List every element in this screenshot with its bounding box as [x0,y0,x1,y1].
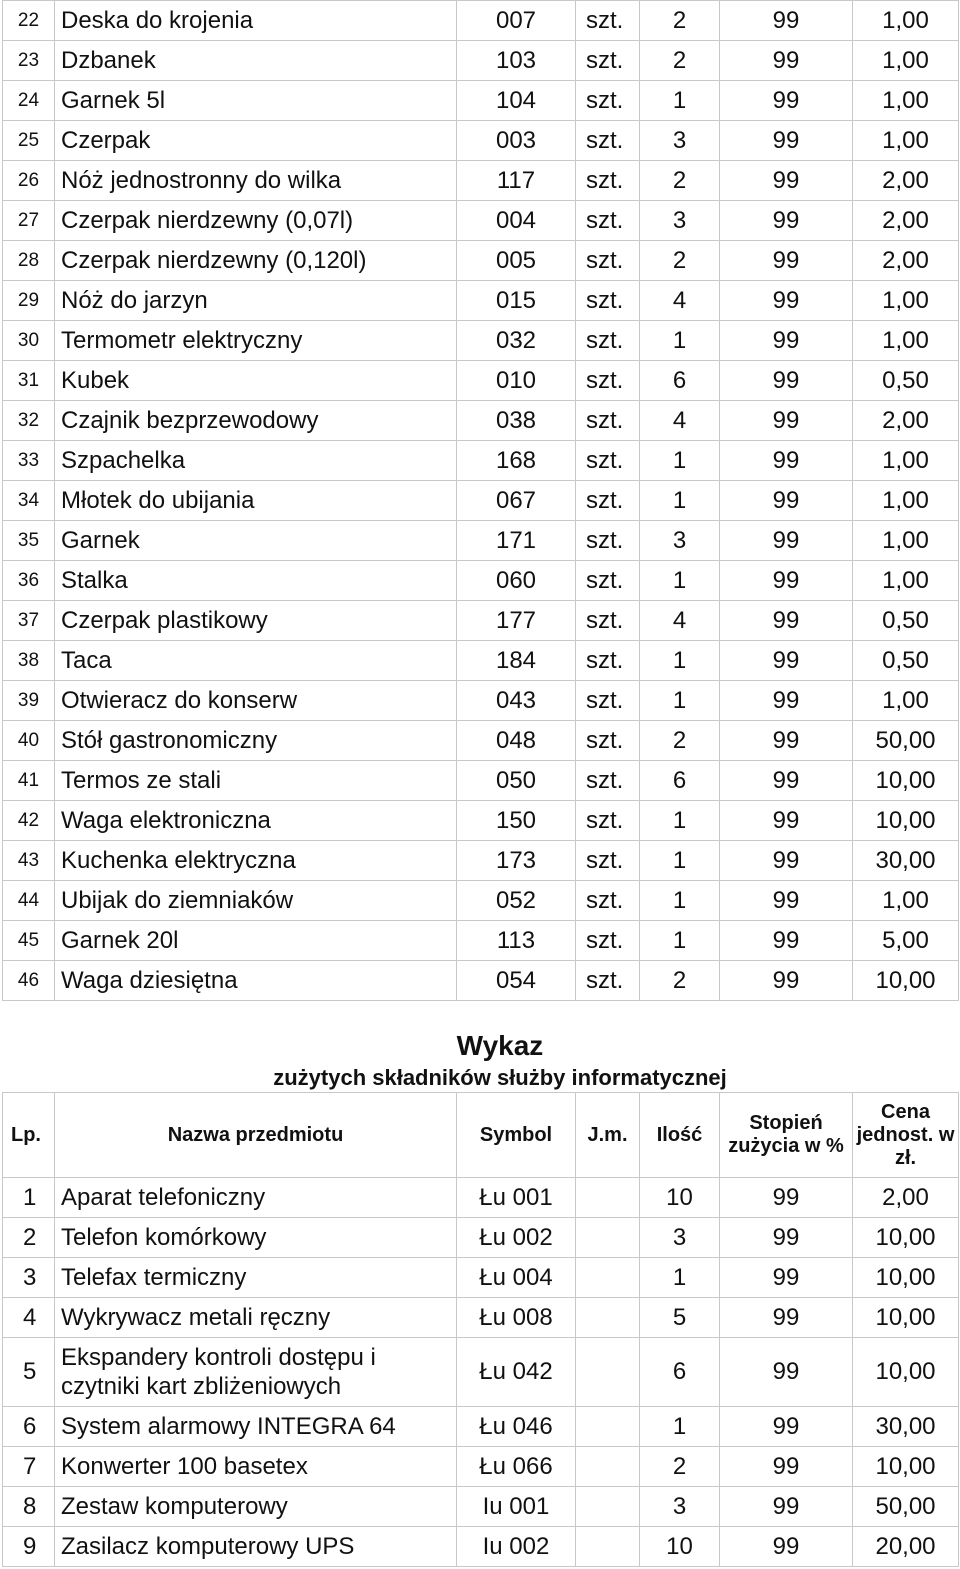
cell-symbol: Łu 046 [457,1407,576,1447]
cell-item-name: Czajnik bezprzewodowy [55,401,457,441]
cell-unit-price: 2,00 [853,201,959,241]
cell-unit-price: 10,00 [853,1218,959,1258]
cell-item-name: Termometr elektryczny [55,321,457,361]
cell-unit-price: 1,00 [853,481,959,521]
cell-item-name: Garnek 5l [55,81,457,121]
cell-unit-price: 1,00 [853,81,959,121]
cell-quantity: 1 [640,881,720,921]
cell-quantity: 1 [640,441,720,481]
cell-unit: szt. [576,201,640,241]
cell-symbol: 113 [457,921,576,961]
cell-lp: 9 [3,1527,55,1567]
cell-wear-percent: 99 [720,721,853,761]
table-row [3,801,959,841]
cell-unit: szt. [576,121,640,161]
cell-unit-price: 0,50 [853,601,959,641]
cell-lp: 2 [3,1218,55,1258]
cell-item-name: Zestaw komputerowy [55,1487,457,1527]
cell-unit: szt. [576,721,640,761]
cell-unit [576,1447,640,1487]
cell-quantity: 1 [640,921,720,961]
cell-wear-percent: 99 [720,521,853,561]
cell-unit: szt. [576,801,640,841]
cell-wear-percent: 99 [720,1527,853,1567]
table-row [3,281,959,321]
cell-item-name: Czerpak nierdzewny (0,07l) [55,201,457,241]
cell-unit: szt. [576,1,640,41]
cell-unit: szt. [576,441,640,481]
cell-lp: 29 [3,281,55,321]
cell-wear-percent: 99 [720,481,853,521]
cell-symbol: 150 [457,801,576,841]
cell-wear-percent: 99 [720,321,853,361]
cell-item-name: Otwieracz do konserw [55,681,457,721]
table-row [3,761,959,801]
cell-unit: szt. [576,761,640,801]
table-row [3,1218,959,1258]
table-row [3,81,959,121]
cell-item-name: System alarmowy INTEGRA 64 [55,1407,457,1447]
cell-wear-percent: 99 [720,81,853,121]
cell-unit [576,1487,640,1527]
cell-unit-price: 1,00 [853,681,959,721]
cell-unit-price: 10,00 [853,1447,959,1487]
cell-quantity: 1 [640,561,720,601]
cell-item-name: Czerpak plastikowy [55,601,457,641]
cell-symbol: 007 [457,1,576,41]
cell-item-name: Deska do krojenia [55,1,457,41]
cell-quantity: 2 [640,1447,720,1487]
cell-symbol: 171 [457,521,576,561]
table-row [3,881,959,921]
cell-unit-price: 50,00 [853,1487,959,1527]
cell-unit-price: 1,00 [853,321,959,361]
cell-lp: 4 [3,1298,55,1338]
cell-unit-price: 2,00 [853,1178,959,1218]
cell-unit: szt. [576,681,640,721]
cell-symbol: 003 [457,121,576,161]
header-jm: J.m. [576,1093,640,1178]
cell-wear-percent: 99 [720,1487,853,1527]
cell-wear-percent: 99 [720,361,853,401]
cell-quantity: 1 [640,641,720,681]
cell-wear-percent: 99 [720,1447,853,1487]
cell-wear-percent: 99 [720,761,853,801]
cell-lp: 45 [3,921,55,961]
table-row [3,1487,959,1527]
cell-quantity: 4 [640,281,720,321]
cell-quantity: 10 [640,1527,720,1567]
table-row [3,441,959,481]
table-row [3,1258,959,1298]
cell-item-name: Taca [55,641,457,681]
table-row [3,921,959,961]
cell-quantity: 4 [640,601,720,641]
cell-unit-price: 10,00 [853,801,959,841]
cell-lp: 24 [3,81,55,121]
cell-quantity: 1 [640,321,720,361]
cell-quantity: 2 [640,241,720,281]
cell-item-name: Telefon komórkowy [55,1218,457,1258]
cell-symbol: 005 [457,241,576,281]
cell-wear-percent: 99 [720,1407,853,1447]
table-row [3,121,959,161]
cell-unit [576,1407,640,1447]
table-row [3,201,959,241]
cell-quantity: 3 [640,521,720,561]
table-row [3,1298,959,1338]
cell-symbol: Łu 042 [457,1338,576,1407]
cell-unit: szt. [576,521,640,561]
header-symbol: Symbol [457,1093,576,1178]
cell-lp: 43 [3,841,55,881]
cell-item-name: Wykrywacz metali ręczny [55,1298,457,1338]
cell-quantity: 3 [640,1487,720,1527]
cell-item-name: Młotek do ubijania [55,481,457,521]
cell-item-name: Kubek [55,361,457,401]
cell-wear-percent: 99 [720,241,853,281]
table-row [3,481,959,521]
cell-wear-percent: 99 [720,161,853,201]
cell-unit: szt. [576,881,640,921]
cell-lp: 40 [3,721,55,761]
cell-wear-percent: 99 [720,681,853,721]
cell-item-name: Ubijak do ziemniaków [55,881,457,921]
cell-wear-percent: 99 [720,881,853,921]
cell-quantity: 2 [640,161,720,201]
cell-unit-price: 1,00 [853,281,959,321]
cell-item-name: Konwerter 100 basetex [55,1447,457,1487]
cell-symbol: 117 [457,161,576,201]
cell-item-name: Aparat telefoniczny [55,1178,457,1218]
cell-unit-price: 10,00 [853,961,959,1001]
cell-wear-percent: 99 [720,601,853,641]
cell-item-name: Nóż do jarzyn [55,281,457,321]
cell-symbol: Iu 001 [457,1487,576,1527]
cell-symbol: 032 [457,321,576,361]
cell-symbol: 184 [457,641,576,681]
cell-lp: 3 [3,1258,55,1298]
cell-lp: 46 [3,961,55,1001]
cell-unit [576,1298,640,1338]
cell-symbol: 038 [457,401,576,441]
cell-lp: 28 [3,241,55,281]
cell-unit-price: 1,00 [853,561,959,601]
cell-unit-price: 50,00 [853,721,959,761]
cell-symbol: 054 [457,961,576,1001]
cell-wear-percent: 99 [720,1218,853,1258]
table-row [3,241,959,281]
table-row [3,521,959,561]
cell-wear-percent: 99 [720,801,853,841]
cell-quantity: 1 [640,481,720,521]
cell-lp: 22 [3,1,55,41]
cell-item-name: Zasilacz komputerowy UPS [55,1527,457,1567]
cell-quantity: 4 [640,401,720,441]
cell-wear-percent: 99 [720,41,853,81]
cell-unit: szt. [576,841,640,881]
cell-symbol: Łu 066 [457,1447,576,1487]
cell-quantity: 2 [640,961,720,1001]
cell-unit-price: 2,00 [853,241,959,281]
cell-lp: 39 [3,681,55,721]
cell-unit: szt. [576,921,640,961]
cell-symbol: Iu 002 [457,1527,576,1567]
cell-unit: szt. [576,401,640,441]
cell-symbol: Łu 008 [457,1298,576,1338]
cell-wear-percent: 99 [720,1338,853,1407]
cell-quantity: 1 [640,1258,720,1298]
cell-symbol: Łu 002 [457,1218,576,1258]
cell-symbol: 173 [457,841,576,881]
cell-item-name: Telefax termiczny [55,1258,457,1298]
cell-lp: 7 [3,1447,55,1487]
cell-unit: szt. [576,241,640,281]
cell-item-name: Waga dziesiętna [55,961,457,1001]
cell-lp: 1 [3,1178,55,1218]
table-row [3,41,959,81]
cell-item-name: Ekspandery kontroli dostępu i czytniki kart zbliżeniowych [55,1338,457,1407]
cell-unit-price: 1,00 [853,1,959,41]
header-name: Nazwa przedmiotu [55,1093,457,1178]
cell-quantity: 6 [640,1338,720,1407]
cell-quantity: 10 [640,1178,720,1218]
cell-lp: 38 [3,641,55,681]
cell-wear-percent: 99 [720,1298,853,1338]
cell-unit-price: 1,00 [853,521,959,561]
cell-unit: szt. [576,81,640,121]
cell-quantity: 1 [640,81,720,121]
cell-item-name: Czerpak nierdzewny (0,120l) [55,241,457,281]
cell-unit: szt. [576,641,640,681]
cell-unit [576,1178,640,1218]
cell-quantity: 2 [640,721,720,761]
cell-item-name: Garnek [55,521,457,561]
cell-symbol: 177 [457,601,576,641]
cell-symbol: 104 [457,81,576,121]
table-row [3,1527,959,1567]
cell-item-name: Czerpak [55,121,457,161]
table-row [3,641,959,681]
cell-quantity: 1 [640,841,720,881]
cell-symbol: Łu 004 [457,1258,576,1298]
cell-wear-percent: 99 [720,561,853,601]
cell-lp: 27 [3,201,55,241]
cell-unit-price: 30,00 [853,1407,959,1447]
cell-symbol: 048 [457,721,576,761]
cell-quantity: 6 [640,361,720,401]
table-row [3,321,959,361]
table-header-row [3,1093,959,1178]
cell-item-name: Termos ze stali [55,761,457,801]
page-subtitle: zużytych składników służby informatycznej [273,1065,727,1090]
cell-item-name: Waga elektroniczna [55,801,457,841]
it-components-table [2,1092,959,1567]
cell-item-name: Szpachelka [55,441,457,481]
cell-unit [576,1338,640,1407]
cell-lp: 34 [3,481,55,521]
table-row [3,361,959,401]
cell-wear-percent: 99 [720,841,853,881]
cell-lp: 42 [3,801,55,841]
cell-symbol: Łu 001 [457,1178,576,1218]
header-unit-price: Cena jednost. w zł. [853,1093,959,1178]
cell-wear-percent: 99 [720,281,853,321]
cell-lp: 26 [3,161,55,201]
cell-quantity: 3 [640,121,720,161]
table-row [3,961,959,1001]
cell-quantity: 2 [640,1,720,41]
table-row [3,161,959,201]
cell-unit-price: 1,00 [853,41,959,81]
cell-unit [576,1218,640,1258]
cell-symbol: 052 [457,881,576,921]
cell-unit [576,1527,640,1567]
cell-wear-percent: 99 [720,1178,853,1218]
cell-unit-price: 2,00 [853,401,959,441]
cell-unit: szt. [576,281,640,321]
cell-symbol: 060 [457,561,576,601]
table-row [3,1447,959,1487]
cell-quantity: 5 [640,1298,720,1338]
cell-unit-price: 10,00 [853,1298,959,1338]
cell-item-name: Stalka [55,561,457,601]
cell-lp: 32 [3,401,55,441]
cell-wear-percent: 99 [720,1,853,41]
cell-unit: szt. [576,481,640,521]
cell-unit-price: 2,00 [853,161,959,201]
cell-lp: 41 [3,761,55,801]
table-row [3,721,959,761]
cell-quantity: 6 [640,761,720,801]
cell-symbol: 004 [457,201,576,241]
cell-lp: 33 [3,441,55,481]
cell-unit-price: 1,00 [853,441,959,481]
cell-unit [576,1258,640,1298]
header-qty: Ilość [640,1093,720,1178]
cell-unit-price: 20,00 [853,1527,959,1567]
cell-quantity: 3 [640,1218,720,1258]
table-row [3,841,959,881]
cell-unit-price: 0,50 [853,361,959,401]
cell-wear-percent: 99 [720,1258,853,1298]
cell-quantity: 1 [640,1407,720,1447]
cell-unit-price: 30,00 [853,841,959,881]
cell-item-name: Nóż jednostronny do wilka [55,161,457,201]
cell-unit-price: 0,50 [853,641,959,681]
cell-lp: 35 [3,521,55,561]
cell-item-name: Garnek 20l [55,921,457,961]
cell-wear-percent: 99 [720,441,853,481]
cell-unit-price: 10,00 [853,1338,959,1407]
table-row [3,401,959,441]
cell-lp: 8 [3,1487,55,1527]
table-row [3,561,959,601]
cell-unit: szt. [576,321,640,361]
cell-unit-price: 1,00 [853,121,959,161]
cell-lp: 23 [3,41,55,81]
cell-unit: szt. [576,601,640,641]
cell-lp: 30 [3,321,55,361]
cell-quantity: 1 [640,801,720,841]
cell-quantity: 2 [640,41,720,81]
cell-wear-percent: 99 [720,201,853,241]
cell-unit: szt. [576,41,640,81]
cell-lp: 44 [3,881,55,921]
cell-symbol: 103 [457,41,576,81]
cell-unit-price: 1,00 [853,881,959,921]
cell-unit: szt. [576,361,640,401]
table-row [3,1338,959,1407]
table-row [3,681,959,721]
cell-wear-percent: 99 [720,121,853,161]
cell-lp: 25 [3,121,55,161]
cell-quantity: 1 [640,681,720,721]
cell-lp: 36 [3,561,55,601]
cell-item-name: Kuchenka elektryczna [55,841,457,881]
cell-unit: szt. [576,161,640,201]
cell-unit-price: 10,00 [853,1258,959,1298]
cell-unit: szt. [576,961,640,1001]
table-row [3,1178,959,1218]
cell-symbol: 168 [457,441,576,481]
cell-unit-price: 5,00 [853,921,959,961]
table-row [3,1,959,41]
cell-symbol: 067 [457,481,576,521]
cell-unit-price: 10,00 [853,761,959,801]
page-title: Wykaz [456,1030,544,1061]
cell-symbol: 010 [457,361,576,401]
cell-lp: 37 [3,601,55,641]
cell-lp: 5 [3,1338,55,1407]
table-row [3,601,959,641]
cell-symbol: 050 [457,761,576,801]
cell-lp: 6 [3,1407,55,1447]
cell-item-name: Stół gastronomiczny [55,721,457,761]
header-lp: Lp. [3,1093,55,1178]
cell-item-name: Dzbanek [55,41,457,81]
inventory-table-continued [2,0,959,1001]
cell-wear-percent: 99 [720,401,853,441]
cell-wear-percent: 99 [720,641,853,681]
cell-symbol: 015 [457,281,576,321]
cell-wear-percent: 99 [720,961,853,1001]
cell-quantity: 3 [640,201,720,241]
table-row [3,1407,959,1447]
cell-symbol: 043 [457,681,576,721]
header-wear-percent: Stopień zużycia w % [720,1093,853,1178]
cell-unit: szt. [576,561,640,601]
cell-lp: 31 [3,361,55,401]
cell-wear-percent: 99 [720,921,853,961]
